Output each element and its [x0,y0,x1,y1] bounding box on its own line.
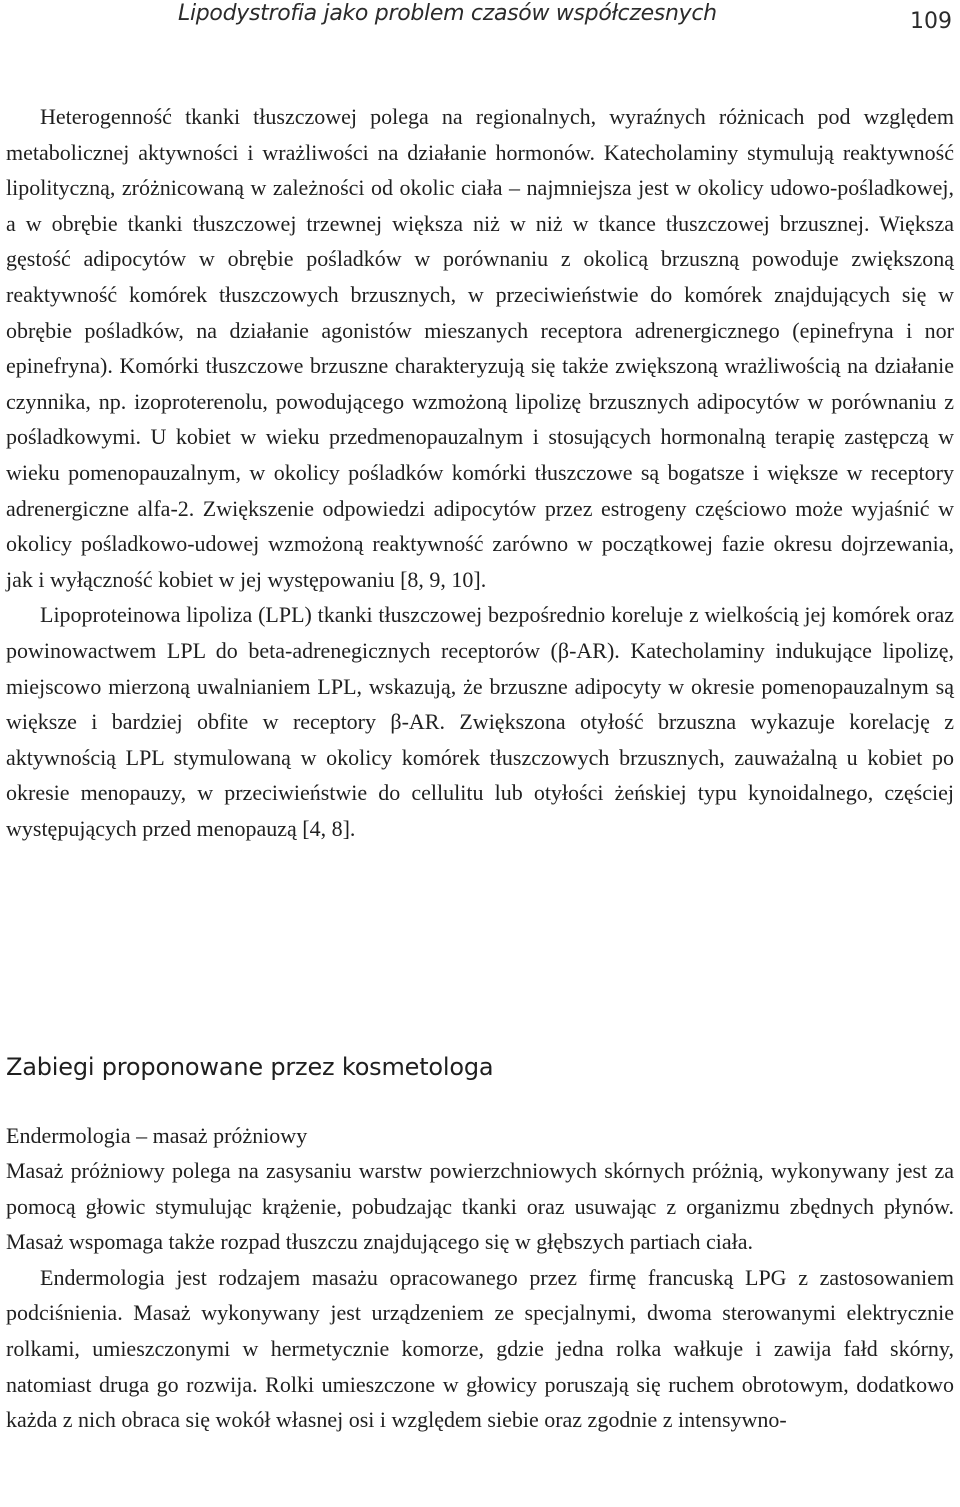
section-body [6,1153,954,1438]
body-paragraph: Masaż próżniowy polega na zasysaniu warstw powierzchniowych skórnych próżnią, wykonywany jest za pomocą głowic stymulując krążenie, pobudzając tkanki oraz usuwając z organizmu zbędnych płynów. Masaż wspomaga także rozpad tłuszczu znajdującego się w głębszych partiach ciała. [6,1158,954,1255]
body-paragraph: Lipoproteinowa lipoliza (LPL) tkanki tłuszczowej bezpośrednio koreluje z wielkością jej komórek oraz powinowactwem LPL do beta-adrenegicznych receptorów (β-AR). Katecholaminy indukujące lipolizę, miejscowo mierzoną uwalnianiem LPL, wskazują, że brzuszne adipocyty w okresie pomenopauzalnym są większe i bardziej obfite w receptory β-AR. Zwiększona otyłość brzuszna wykazuje korelację z aktywnością LPL stymulowaną w okolicy komórek tłuszczowych brzusznych, zauważalną u kobiet po okresie menopauzy, w przeciwieństwie do cellulitu lub otyłości żeńskiej typu kynoidalnego, częściej występujących przed menopauzą [4, 8]. [6,602,954,841]
body-paragraph: Heterogenność tkanki tłuszczowej polega na regionalnych, wyraźnych różnicach pod względem metabolicznej aktywności i wrażliwości na działanie hormonów. Katecholaminy stymulują reaktywność lipolityczną, zróżnicowaną w zależności od okolic ciała – najmniejsza jest w okolicy udowo-pośladkowej, a w obrębie tkanki tłuszczowej trzewnej większa niż w niż w tkance tłuszczowej brzusznej. Większa gęstość adipocytów w obrębie pośladków w porównaniu z okolicą brzuszną powoduje zwiększoną reaktywność komórek tłuszczowych brzusznych, w przeciwieństwie do komórek znajdujących się w obrębie pośladków, na działanie agonistów mieszanych receptora adrenergicznego (epinefryna i nor epinefryna). Komórki tłuszczowe brzuszne charakteryzują się także zwiększoną wrażliwością na działanie czynnika, np. izoproterenolu, powodującego wzmożoną lipolizę brzusznych adipocytów w porównaniu z pośladkowymi. U kobiet w wieku przedmenopauzalnym i stosujących hormonalną terapię zastępczą w wieku pomenopauzalnym, w okolicy pośladków komórki tłuszczowe są bogatsze i większe w receptory adrenergiczne alfa-2. Zwiększenie odpowiedzi adipocytów przez estrogeny częściowo może wyjaśnić w okolicy pośladkowo-udowej wzmożoną reaktywność zarówno w początkowej fazie okresu dojrzewania, jak i wyłączność kobiet w jej występowaniu [8, 9, 10]. [6,104,954,592]
subsection-heading: Endermologia – masaż próżniowy [6,1123,308,1148]
running-title: Lipodystrofia jako problem czasów współczesnych [178,1,717,26]
body-paragraph: Endermologia jest rodzajem masażu opracowanego przez firmę francuską LPG z zastosowaniem podciśnienia. Masaż wykonywany jest urządzeniem ze specjalnymi, dwoma sterowanymi elektrycznie rolkami, umieszczonymi w hermetycznie komorze, gdzie jedna rolka wałkuje i zawija fałd skórny, natomiast druga go rozwija. Rolki umieszczone w głowicy poruszają się ruchem obrotowym, dodatkowo każda z nich obraca się wokół własnej osi i względem siebie oraz zgodnie z intensywno- [6,1264,954,1433]
page-number: 109 [910,9,952,34]
section-heading: Zabiegi proponowane przez kosmetologa [6,1053,494,1081]
main-body [6,99,954,846]
